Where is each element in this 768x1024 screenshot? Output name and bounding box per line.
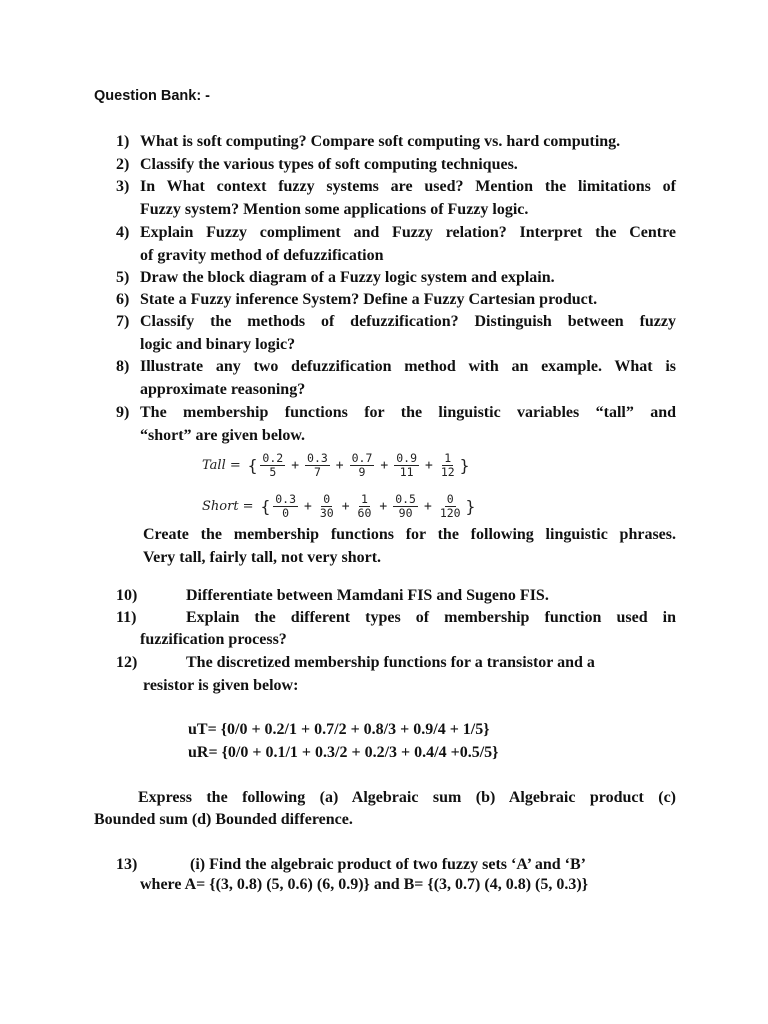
numerator: 0 bbox=[323, 491, 331, 506]
question-12-line1: The discretized membership functions for a transistor and a bbox=[186, 654, 595, 671]
question-text-line: Explain the different types of membership function used in bbox=[186, 609, 676, 626]
question-number: 6) bbox=[116, 291, 130, 308]
fraction-term bbox=[350, 452, 375, 479]
question-13-line1: (i) Find the algebraic product of two fuzzy sets ‘A’ and ‘B’ bbox=[190, 856, 586, 873]
fraction-term bbox=[394, 452, 419, 479]
denominator: 0 bbox=[282, 505, 290, 520]
express-instruction-line1 bbox=[138, 787, 676, 810]
numerator: 0 bbox=[446, 491, 454, 506]
plus-sign: + bbox=[341, 498, 350, 514]
close-brace: } bbox=[465, 496, 476, 516]
plus-sign: + bbox=[380, 457, 389, 473]
question-text: State a Fuzzy inference System? Define a Fuzzy Cartesian product. bbox=[140, 291, 598, 308]
denominator: 9 bbox=[358, 464, 366, 479]
question-10-number: 10) bbox=[116, 587, 138, 604]
question-12-number: 12) bbox=[116, 654, 138, 671]
tall-membership-equation bbox=[202, 450, 470, 480]
question-text-line: Fuzzy system? Mention some applications of Fuzzy logic. bbox=[140, 200, 529, 218]
express-instruction-line2: Bounded sum (d) Bounded difference. bbox=[94, 811, 353, 828]
followup-line: Very tall, fairly tall, not very short. bbox=[143, 548, 382, 566]
question-10-text: Differentiate between Mamdani FIS and Sugeno FIS. bbox=[186, 587, 549, 604]
question-11-line1 bbox=[186, 607, 676, 630]
question-number: 8) bbox=[116, 358, 130, 375]
denominator: 7 bbox=[313, 464, 321, 479]
uT-set: uT= {0/0 + 0.2/1 + 0.7/2 + 0.8/3 + 0.9/4 + 1/5} bbox=[188, 721, 490, 738]
open-brace: { bbox=[247, 455, 258, 475]
question-text-line: of gravity method of defuzzification bbox=[140, 246, 384, 264]
numerator: 1 bbox=[360, 491, 368, 506]
fraction-term bbox=[305, 452, 330, 479]
question-number: 3) bbox=[116, 178, 130, 195]
plus-sign: + bbox=[304, 498, 312, 514]
question-text-line: approximate reasoning? bbox=[140, 380, 306, 398]
plus-sign: + bbox=[379, 498, 388, 514]
denominator: 120 bbox=[439, 505, 461, 520]
equation-label: Tall = bbox=[202, 457, 241, 473]
denominator: 30 bbox=[319, 505, 334, 520]
question-text-line: In What context fuzzy systems are used? Mention the limitations of bbox=[140, 178, 676, 195]
question-text-line: Explain Fuzzy compliment and Fuzzy relation? Interpret the Centre bbox=[140, 224, 676, 241]
plus-sign: + bbox=[423, 498, 432, 514]
denominator: 12 bbox=[440, 464, 455, 479]
equation-label: Short = bbox=[202, 498, 254, 514]
question-text-line: Illustrate any two defuzzification method with an example. What is bbox=[140, 358, 676, 375]
fraction-term bbox=[273, 493, 298, 520]
question-number: 2) bbox=[116, 156, 130, 173]
numerator: 0.2 bbox=[262, 450, 284, 465]
fraction-term bbox=[393, 493, 418, 520]
question-13-number: 13) bbox=[116, 856, 138, 873]
close-brace: } bbox=[459, 455, 470, 475]
question-13-line2: where A= {(3, 0.8) (5, 0.6) (6, 0.9)} and B= {(3, 0.7) (4, 0.8) (5, 0.3)} bbox=[140, 876, 588, 893]
denominator: 11 bbox=[399, 464, 414, 479]
instruction-text-line: Express the following (a) Algebraic sum (b) Algebraic product (c) bbox=[138, 789, 676, 806]
question-text-line: The membership functions for the linguistic variables “tall” and bbox=[140, 404, 676, 421]
question-number: 4) bbox=[116, 224, 130, 241]
question-11-line2: fuzzification process? bbox=[140, 631, 287, 648]
numerator: 0.5 bbox=[395, 491, 416, 506]
denominator: 5 bbox=[269, 464, 277, 479]
fraction-term bbox=[318, 493, 336, 520]
question-number: 1) bbox=[116, 133, 130, 150]
denominator: 90 bbox=[398, 505, 413, 520]
numerator: 0.7 bbox=[351, 450, 373, 465]
fraction-term bbox=[438, 493, 463, 520]
numerator: 1 bbox=[444, 450, 452, 465]
question-12-line2: resistor is given below: bbox=[143, 677, 299, 694]
plus-sign: + bbox=[291, 457, 300, 473]
question-text: Draw the block diagram of a Fuzzy logic system and explain. bbox=[140, 269, 555, 286]
numerator: 0.3 bbox=[275, 491, 296, 506]
question-text-line: logic and binary logic? bbox=[140, 335, 296, 353]
question-text-line: Classify the methods of defuzzification? Distinguish between fuzzy bbox=[140, 313, 676, 330]
question-text: What is soft computing? Compare soft computing vs. hard computing. bbox=[140, 133, 621, 150]
fraction-term bbox=[356, 493, 374, 520]
numerator: 0.3 bbox=[307, 450, 328, 465]
plus-sign: + bbox=[425, 457, 433, 473]
numerator: 0.9 bbox=[396, 450, 418, 465]
uR-set: uR= {0/0 + 0.1/1 + 0.3/2 + 0.2/3 + 0.4/4 +0.5/5} bbox=[188, 744, 499, 761]
question-11-number: 11) bbox=[116, 609, 137, 626]
fraction-term bbox=[439, 452, 457, 479]
question-bank-heading: Question Bank: - bbox=[94, 88, 211, 104]
question-text: Classify the various types of soft computing techniques. bbox=[140, 156, 518, 173]
plus-sign: + bbox=[335, 457, 344, 473]
open-brace: { bbox=[260, 496, 271, 516]
question-number: 5) bbox=[116, 269, 130, 286]
question-text-line: “short” are given below. bbox=[140, 426, 306, 444]
denominator: 60 bbox=[357, 505, 372, 520]
short-membership-equation bbox=[202, 491, 476, 521]
question-number: 9) bbox=[116, 404, 130, 421]
question-number: 7) bbox=[116, 313, 130, 330]
followup-line: Create the membership functions for the following linguistic phrases. bbox=[143, 526, 676, 543]
fraction-term bbox=[260, 452, 285, 479]
question-9-followup bbox=[143, 524, 676, 569]
